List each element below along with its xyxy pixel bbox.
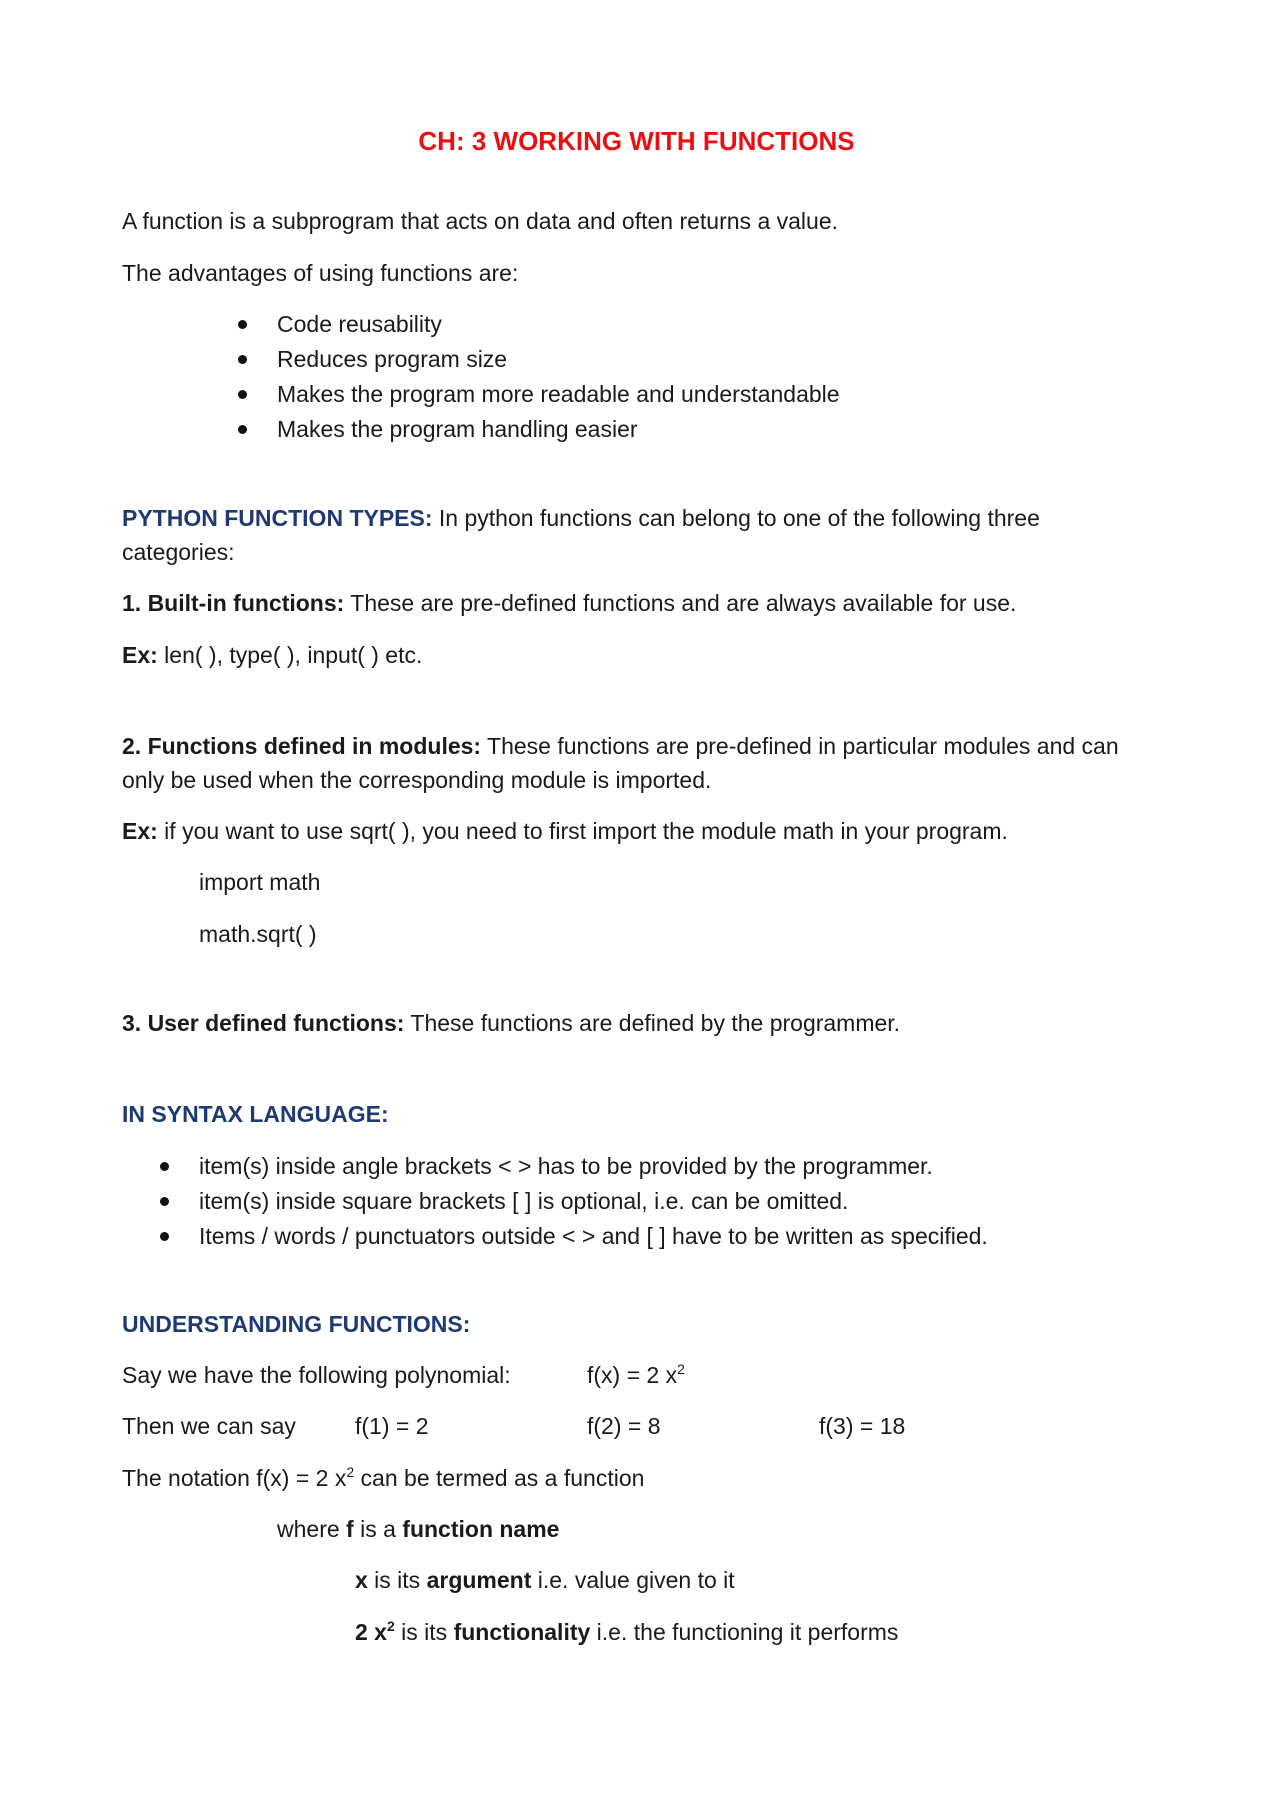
polynomial-text: Say we have the following polynomial:: [122, 1362, 511, 1388]
function-types-continuation: categories:: [122, 539, 235, 565]
user-defined-paragraph: 3. User defined functions: These functions are defined by the programmer.: [122, 1010, 901, 1036]
definition-text: A function is a subprogram that acts on data and often returns a value.: [122, 208, 838, 234]
modules-continuation: only be used when the corresponding module is imported.: [122, 767, 712, 793]
code-line: import math: [199, 869, 321, 895]
modules-paragraph: 2. Functions defined in modules: These functions are pre-defined in particular modules and can: [122, 733, 1119, 759]
function-types-heading: PYTHON FUNCTION TYPES:: [122, 505, 433, 531]
advantages-intro: The advantages of using functions are:: [122, 260, 519, 286]
syntax-heading: IN SYNTAX LANGUAGE:: [122, 1101, 389, 1127]
function-name-line: where f is a function name: [277, 1516, 560, 1542]
value-f3: f(3) = 18: [819, 1413, 906, 1439]
modules-example: Ex: if you want to use sqrt( ), you need to first import the module math in your program.: [122, 818, 1008, 844]
page-title: CH: 3 WORKING WITH FUNCTIONS: [418, 126, 855, 156]
bullet-icon: [238, 425, 247, 434]
bullet-icon: [238, 355, 247, 364]
bullet-icon: [238, 390, 247, 399]
code-line: math.sqrt( ): [199, 921, 317, 947]
polynomial-expression: f(x) = 2 $x^2$: [587, 1361, 685, 1388]
argument-line: x is its argument i.e. value given to it: [355, 1567, 735, 1593]
bullet-icon: [238, 320, 247, 329]
then-text: Then we can say: [122, 1413, 296, 1439]
document-page: CH: 3 WORKING WITH FUNCTIONS A function is a subprogram that acts on data and often returns a value. The advantages of using functions are: Code reusability Reduces program size Makes the program more readable and understandable Makes the program handling easier PYTHON FUNCTION TYPES: In python functions can belong to one of the following three categories: 1. Built-in functions: These are pre-defined functions and are always available for use. Ex: len( ), type( ), input( ) etc. 2. Functions defined in modules: These functions are pre-defined in particular modules and can only be used when the corresponding module is imported. Ex: if you want to use sqrt( ), you need to first import the module math in your program. import math math.sqrt( ) 3. User defined functions: These functions are defined by the programmer. IN SYNTAX LANGUAGE: item(s) inside angle brackets < > has to be provided by the programmer. item(s) inside square brackets [ ] is optional, i.e. can be omitted. Items / words / punctuators outside < > and [ ] have to be written as specified. UNDERSTANDING FUNCTIONS: Say we have the following polynomial: f(x) = 2 $x^2$ Then we can say f(1) = 2 f(2) = 8 f(3) = 18 The notation f(x) = 2 $x^2$ can be termed as a function where f is a function name x is its argument i.e. value given to it 2 $x^2$ is its functionality i.e. the functioning it performs: [0, 0, 1273, 1800]
notation-text: The notation f(x) = 2 $x^2$ can be termed as a function: [122, 1464, 645, 1491]
value-f1: f(1) = 2: [355, 1413, 429, 1439]
functionality-line: 2 $x^2$ is its functionality i.e. the functioning it performs: [355, 1618, 899, 1645]
builtin-example: Ex: len( ), type( ), input( ) etc.: [122, 642, 423, 668]
bullet-icon: [160, 1197, 169, 1206]
understanding-heading: UNDERSTANDING FUNCTIONS:: [122, 1311, 471, 1337]
value-f2: f(2) = 8: [587, 1413, 661, 1439]
builtin-paragraph: 1. Built-in functions: These are pre-defined functions and are always available for use.: [122, 590, 1017, 616]
bullet-icon: [160, 1232, 169, 1241]
function-types-paragraph: PYTHON FUNCTION TYPES: In python functions can belong to one of the following three: [122, 505, 1040, 531]
bullet-icon: [160, 1162, 169, 1171]
